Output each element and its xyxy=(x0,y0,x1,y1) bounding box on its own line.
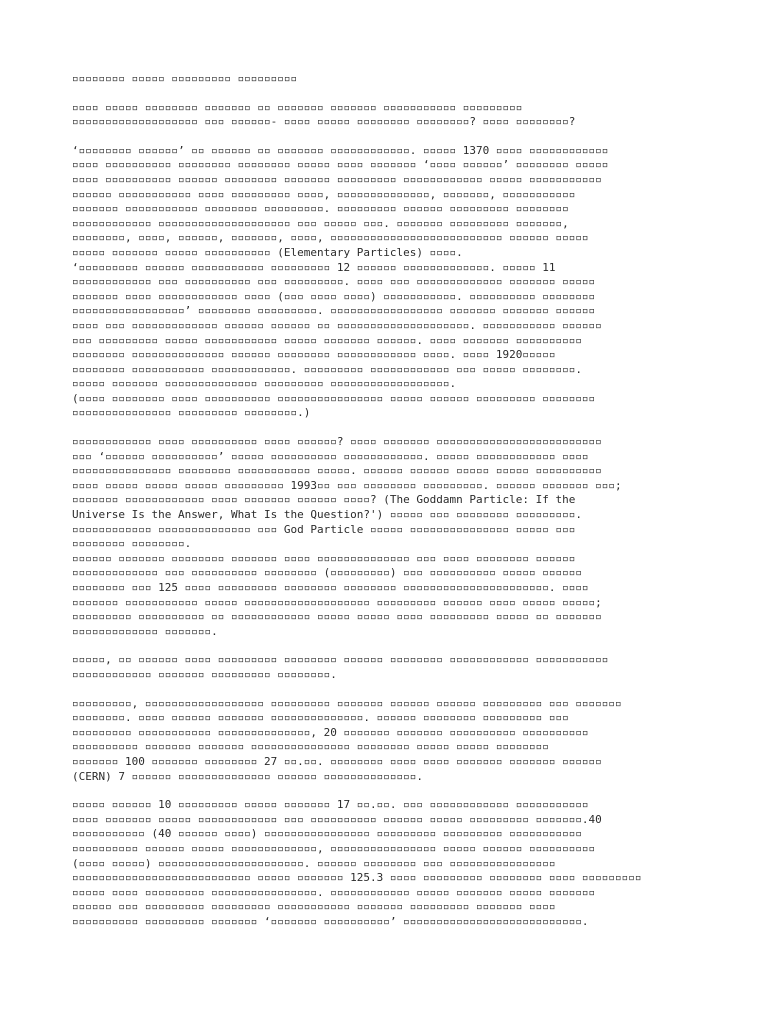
text-line: ▫▫▫▫▫▫▫▫▫▫▫▫ ▫▫▫▫▫▫▫ ▫▫▫▫▫▫▫▫▫ ▫▫▫▫▫▫▫▫. xyxy=(72,667,337,681)
text-line: ▫▫▫▫▫, ▫▫ ▫▫▫▫▫▫ ▫▫▫▫ ▫▫▫▫▫▫▫▫▫ ▫▫▫▫▫▫▫▫ ▫▫▫▫▫▫ ▫▫▫▫▫▫▫▫ ▫▫▫▫▫▫▫▫▫▫▫▫ ▫▫▫▫▫▫▫▫▫▫▫ xyxy=(72,653,609,667)
text-line: (▫▫▫▫ ▫▫▫▫▫) ▫▫▫▫▫▫▫▫▫▫▫▫▫▫▫▫▫▫▫▫▫▫. ▫▫▫▫▫▫ ▫▫▫▫▫▫▫▫ ▫▫▫ ▫▫▫▫▫▫▫▫▫▫▫▫▫▫▫▫ xyxy=(72,856,556,870)
text-line: ▫▫▫▫▫▫▫▫▫ ▫▫▫▫▫▫▫▫▫▫▫ ▫▫▫▫▫▫▫▫▫▫▫▫▫▫, 20 ▫▫▫▫▫▫▫ ▫▫▫▫▫▫▫ ▫▫▫▫▫▫▫▫▫▫ ▫▫▫▫▫▫▫▫▫▫ xyxy=(72,725,589,739)
text-line: ▫▫▫▫▫▫▫ ▫▫▫▫▫▫▫▫▫▫▫ ▫▫▫▫▫▫▫▫ ▫▫▫▫▫▫▫▫▫. ▫▫▫▫▫▫▫▫▫ ▫▫▫▫▫▫ ▫▫▫▫▫▫▫▫▫ ▫▫▫▫▫▫▫▫ xyxy=(72,202,569,216)
text-line: ▫▫▫▫ ▫▫▫▫▫▫▫▫▫▫ ▫▫▫▫▫▫▫▫ ▫▫▫▫▫▫▫▫ ▫▫▫▫▫ ▫▫▫▫ ▫▫▫▫▫▫▫ ‘▫▫▫▫ ▫▫▫▫▫▫’ ▫▫▫▫▫▫▫▫ ▫▫▫▫▫ xyxy=(72,158,609,172)
text-line: ▫▫▫▫▫▫▫▫▫ ▫▫▫▫▫▫▫▫▫▫ ▫▫ ▫▫▫▫▫▫▫▫▫▫▫▫ ▫▫▫▫▫ ▫▫▫▫▫ ▫▫▫▫ ▫▫▫▫▫▫▫▫▫ ▫▫▫▫▫ ▫▫ ▫▫▫▫▫▫▫ xyxy=(72,610,602,624)
text-line: ▫▫▫▫▫▫▫ ▫▫▫▫ ▫▫▫▫▫▫▫▫▫▫▫▫ ▫▫▫▫ (▫▫▫ ▫▫▫▫ ▫▫▫▫) ▫▫▫▫▫▫▫▫▫▫▫. ▫▫▫▫▫▫▫▫▫▫ ▫▫▫▫▫▫▫▫ xyxy=(72,289,596,303)
text-line: ▫▫▫▫▫▫▫▫▫▫▫▫ ▫▫▫ ▫▫▫▫▫▫▫▫▫▫ ▫▫▫ ▫▫▫▫▫▫▫▫▫. ▫▫▫▫ ▫▫▫ ▫▫▫▫▫▫▫▫▫▫▫▫▫ ▫▫▫▫▫▫▫ ▫▫▫▫▫ xyxy=(72,275,596,289)
text-line: ▫▫▫▫▫▫▫▫ ▫▫▫▫▫▫▫▫. xyxy=(72,537,192,551)
document-title: ▫▫▫▫▫▫▫▫ ▫▫▫▫▫ ▫▫▫▫▫▫▫▫▫ ▫▫▫▫▫▫▫▫▫ xyxy=(72,72,298,85)
text-line: ▫▫▫▫▫ ▫▫▫▫ ▫▫▫▫▫▫▫▫▫ ▫▫▫▫▫▫▫▫▫▫▫▫▫▫▫▫. ▫▫▫▫▫▫▫▫▫▫▫▫ ▫▫▫▫▫ ▫▫▫▫▫▫▫ ▫▫▫▫▫ ▫▫▫▫▫▫▫ xyxy=(72,885,596,899)
text-line: ▫▫▫▫ ▫▫▫▫▫ ▫▫▫▫▫ ▫▫▫▫▫ ▫▫▫▫▫▫▫▫▫ 1993▫▫ ▫▫▫ ▫▫▫▫▫▫▫▫ ▫▫▫▫▫▫▫▫▫. ▫▫▫▫▫▫ ▫▫▫▫▫▫▫ ▫▫▫; xyxy=(72,478,622,492)
text-line: ▫▫▫▫ ▫▫▫▫▫▫▫▫▫▫ ▫▫▫▫▫▫ ▫▫▫▫▫▫▫▫ ▫▫▫▫▫▫▫ ▫▫▫▫▫▫▫▫▫ ▫▫▫▫▫▫▫▫▫▫▫▫ ▫▫▫▫▫ ▫▫▫▫▫▫▫▫▫▫▫ xyxy=(72,172,602,186)
text-line: ▫▫▫▫▫▫ ▫▫▫▫▫▫▫▫▫▫▫ ▫▫▫▫ ▫▫▫▫▫▫▫▫▫ ▫▫▫▫, ▫▫▫▫▫▫▫▫▫▫▫▫▫▫, ▫▫▫▫▫▫▫, ▫▫▫▫▫▫▫▫▫▫▫ xyxy=(72,187,576,201)
paragraph xyxy=(72,552,708,640)
text-line: Universe Is the Answer, What Is the Question?') ▫▫▫▫▫ ▫▫▫ ▫▫▫▫▫▫▫▫ ▫▫▫▫▫▫▫▫▫. xyxy=(72,508,582,522)
paragraph xyxy=(72,435,708,552)
text-line: ▫▫▫▫▫▫▫▫▫▫▫▫ ▫▫▫▫▫▫▫▫▫▫▫▫▫▫ ▫▫▫ God Particle ▫▫▫▫▫ ▫▫▫▫▫▫▫▫▫▫▫▫▫▫▫ ▫▫▫▫▫ ▫▫▫ xyxy=(72,522,576,536)
document-body xyxy=(72,101,708,930)
text-line: ▫▫▫▫▫ ▫▫▫▫▫▫▫ ▫▫▫▫▫ ▫▫▫▫▫▫▫▫▫▫ (Elementary Particles) ▫▫▫▫. xyxy=(72,245,463,259)
text-line: ▫▫▫▫▫▫▫▫ ▫▫▫▫▫▫▫▫▫▫▫ ▫▫▫▫▫▫▫▫▫▫▫▫. ▫▫▫▫▫▫▫▫▫ ▫▫▫▫▫▫▫▫▫▫▫▫ ▫▫▫ ▫▫▫▫▫ ▫▫▫▫▫▫▫▫. xyxy=(72,362,582,376)
text-line: ▫▫▫▫ ▫▫▫▫▫ ▫▫▫▫▫▫▫▫ ▫▫▫▫▫▫▫ ▫▫ ▫▫▫▫▫▫▫ ▫▫▫▫▫▫▫ ▫▫▫▫▫▫▫▫▫▫▫ ▫▫▫▫▫▫▫▫▫ xyxy=(72,100,523,114)
text-line: ▫▫▫▫▫▫▫ 100 ▫▫▫▫▫▫▫ ▫▫▫▫▫▫▫▫ 27 ▫▫.▫▫. ▫▫▫▫▫▫▫▫ ▫▫▫▫ ▫▫▫▫ ▫▫▫▫▫▫▫ ▫▫▫▫▫▫▫ ▫▫▫▫▫▫ xyxy=(72,754,602,768)
text-line: (▫▫▫▫ ▫▫▫▫▫▫▫▫ ▫▫▫▫ ▫▫▫▫▫▫▫▫▫▫ ▫▫▫▫▫▫▫▫▫▫▫▫▫▫▫▫ ▫▫▫▫▫ ▫▫▫▫▫▫ ▫▫▫▫▫▫▫▫▫ ▫▫▫▫▫▫▫▫ xyxy=(72,391,596,405)
text-line: ▫▫▫▫ ▫▫▫▫▫▫▫ ▫▫▫▫▫ ▫▫▫▫▫▫▫▫▫▫▫▫ ▫▫▫ ▫▫▫▫▫▫▫▫▫▫ ▫▫▫▫▫▫ ▫▫▫▫▫ ▫▫▫▫▫▫▫▫▫ ▫▫▫▫▫▫▫.40 xyxy=(72,812,602,826)
text-line: ▫▫▫▫▫▫▫▫ ▫▫▫ 125 ▫▫▫▫ ▫▫▫▫▫▫▫▫▫ ▫▫▫▫▫▫▫▫ ▫▫▫▫▫▫▫▫ ▫▫▫▫▫▫▫▫▫▫▫▫▫▫▫▫▫▫▫▫▫▫. ▫▫▫▫ xyxy=(72,581,589,594)
text-line: ▫▫▫▫▫▫▫▫▫, ▫▫▫▫▫▫▫▫▫▫▫▫▫▫▫▫▫▫ ▫▫▫▫▫▫▫▫▫ ▫▫▫▫▫▫▫ ▫▫▫▫▫▫ ▫▫▫▫▫▫ ▫▫▫▫▫▫▫▫▫ ▫▫▫ ▫▫▫▫▫▫▫ xyxy=(72,696,622,710)
paragraph xyxy=(72,697,708,785)
text-line: ▫▫▫▫▫▫ ▫▫▫ ▫▫▫▫▫▫▫▫▫ ▫▫▫▫▫▫▫▫▫ ▫▫▫▫▫▫▫▫▫▫▫ ▫▫▫▫▫▫▫ ▫▫▫▫▫▫▫▫▫ ▫▫▫▫▫▫▫ ▫▫▫▫ xyxy=(72,900,556,914)
paragraph xyxy=(72,392,708,421)
paragraph xyxy=(72,101,708,130)
text-line: ▫▫▫▫▫▫▫▫▫▫▫▫▫▫▫▫▫’ ▫▫▫▫▫▫▫▫ ▫▫▫▫▫▫▫▫▫. ▫▫▫▫▫▫▫▫▫▫▫▫▫▫▫▫▫ ▫▫▫▫▫▫▫ ▫▫▫▫▫▫▫ ▫▫▫▫▫▫ xyxy=(72,304,596,318)
text-line: ▫▫▫▫▫▫▫▫▫▫▫▫▫▫▫ ▫▫▫▫▫▫▫▫ ▫▫▫▫▫▫▫▫▫▫▫ ▫▫▫▫▫. ▫▫▫▫▫▫ ▫▫▫▫▫▫ ▫▫▫▫▫ ▫▫▫▫▫ ▫▫▫▫▫▫▫▫▫▫ xyxy=(72,464,602,478)
text-line: ▫▫▫▫▫▫▫ ▫▫▫▫▫▫▫▫▫▫▫▫ ▫▫▫▫ ▫▫▫▫▫▫▫ ▫▫▫▫▫▫ ▫▫▫▫? (The Goddamn Particle: If the xyxy=(72,493,576,507)
text-line: ‘▫▫▫▫▫▫▫▫▫ ▫▫▫▫▫▫ ▫▫▫▫▫▫▫▫▫▫▫ ▫▫▫▫▫▫▫▫▫ 12 ▫▫▫▫▫▫ ▫▫▫▫▫▫▫▫▫▫▫▫▫. ▫▫▫▫▫ 11 xyxy=(72,260,556,274)
text-line: ▫▫▫▫▫▫▫▫▫▫▫▫ ▫▫▫▫ ▫▫▫▫▫▫▫▫▫▫ ▫▫▫▫ ▫▫▫▫▫▫? ▫▫▫▫ ▫▫▫▫▫▫▫ ▫▫▫▫▫▫▫▫▫▫▫▫▫▫▫▫▫▫▫▫▫▫▫▫▫ xyxy=(72,435,602,449)
text-line: ▫▫▫▫▫▫▫▫▫▫ ▫▫▫▫▫▫▫ ▫▫▫▫▫▫▫ ▫▫▫▫▫▫▫▫▫▫▫▫▫▫▫ ▫▫▫▫▫▫▫▫ ▫▫▫▫▫ ▫▫▫▫▫ ▫▫▫▫▫▫▫▫ xyxy=(72,740,549,754)
paragraph xyxy=(72,653,708,682)
text-line: ▫▫▫▫▫▫▫▫▫▫▫▫▫ ▫▫▫▫▫▫▫. xyxy=(72,624,218,638)
text-line: (CERN) 7 ▫▫▫▫▫▫ ▫▫▫▫▫▫▫▫▫▫▫▫▫▫ ▫▫▫▫▫▫ ▫▫▫▫▫▫▫▫▫▫▫▫▫▫. xyxy=(72,769,423,783)
paragraph xyxy=(72,144,708,261)
text-line: ▫▫▫▫▫▫▫▫▫▫ ▫▫▫▫▫▫▫▫▫ ▫▫▫▫▫▫▫ ‘▫▫▫▫▫▫▫ ▫▫▫▫▫▫▫▫▫▫’ ▫▫▫▫▫▫▫▫▫▫▫▫▫▫▫▫▫▫▫▫▫▫▫▫▫▫▫. xyxy=(72,914,589,928)
text-line: ▫▫▫▫▫▫▫▫ ▫▫▫▫▫▫▫▫▫▫▫▫▫▫ ▫▫▫▫▫▫ ▫▫▫▫▫▫▫▫ ▫▫▫▫▫▫▫▫▫▫▫▫ ▫▫▫▫. ▫▫▫▫ 1920▫▫▫▫▫ xyxy=(72,348,556,362)
text-line: ▫▫▫▫▫ ▫▫▫▫▫▫▫ ▫▫▫▫▫▫▫▫▫▫▫▫▫▫ ▫▫▫▫▫▫▫▫▫ ▫▫▫▫▫▫▫▫▫▫▫▫▫▫▫▫▫▫. xyxy=(72,377,457,391)
text-line: ▫▫▫▫▫▫▫▫▫▫▫▫ ▫▫▫▫▫▫▫▫▫▫▫▫▫▫▫▫▫▫▫▫ ▫▫▫ ▫▫▫▫▫ ▫▫▫. ▫▫▫▫▫▫▫ ▫▫▫▫▫▫▫▫▫ ▫▫▫▫▫▫▫, xyxy=(72,216,569,230)
text-line: ▫▫▫▫▫▫▫ ▫▫▫▫▫▫▫▫▫▫▫ ▫▫▫▫▫ ▫▫▫▫▫▫▫▫▫▫▫▫▫▫▫▫▫▫▫ ▫▫▫▫▫▫▫▫▫ ▫▫▫▫▫▫ ▫▫▫▫ ▫▫▫▫▫ ▫▫▫▫▫; xyxy=(72,595,602,609)
text-line: ‘▫▫▫▫▫▫▫▫ ▫▫▫▫▫▫’ ▫▫ ▫▫▫▫▫▫ ▫▫ ▫▫▫▫▫▫▫ ▫▫▫▫▫▫▫▫▫▫▫▫. ▫▫▫▫▫ 1370 ▫▫▫▫ ▫▫▫▫▫▫▫▫▫▫▫▫ xyxy=(72,143,609,157)
text-line: ▫▫▫▫ ▫▫▫ ▫▫▫▫▫▫▫▫▫▫▫▫▫ ▫▫▫▫▫▫ ▫▫▫▫▫▫ ▫▫ ▫▫▫▫▫▫▫▫▫▫▫▫▫▫▫▫▫▫▫▫. ▫▫▫▫▫▫▫▫▫▫▫ ▫▫▫▫▫▫ xyxy=(72,318,602,332)
paragraph xyxy=(72,261,708,392)
text-line: ▫▫▫▫▫▫▫▫▫▫▫▫▫▫▫▫▫▫▫ ▫▫▫ ▫▫▫▫▫▫- ▫▫▫▫ ▫▫▫▫▫ ▫▫▫▫▫▫▫▫ ▫▫▫▫▫▫▫▫? ▫▫▫▫ ▫▫▫▫▫▫▫▫? xyxy=(72,115,576,129)
text-line: ▫▫▫ ▫▫▫▫▫▫▫▫▫ ▫▫▫▫▫ ▫▫▫▫▫▫▫▫▫▫▫ ▫▫▫▫▫ ▫▫▫▫▫▫▫ ▫▫▫▫▫▫. ▫▫▫▫ ▫▫▫▫▫▫▫ ▫▫▫▫▫▫▫▫▫▫ xyxy=(72,333,582,347)
text-line: ▫▫▫ ‘▫▫▫▫▫▫ ▫▫▫▫▫▫▫▫▫▫’ ▫▫▫▫▫ ▫▫▫▫▫▫▫▫▫▫ ▫▫▫▫▫▫▫▫▫▫▫▫. ▫▫▫▫▫ ▫▫▫▫▫▫▫▫▫▫▫▫ ▫▫▫▫ xyxy=(72,449,589,463)
text-line: ▫▫▫▫▫▫ ▫▫▫▫▫▫▫ ▫▫▫▫▫▫▫▫ ▫▫▫▫▫▫▫ ▫▫▫▫ ▫▫▫▫▫▫▫▫▫▫▫▫▫▫ ▫▫▫ ▫▫▫▫ ▫▫▫▫▫▫▫▫ ▫▫▫▫▫▫ xyxy=(72,551,576,565)
paragraph xyxy=(72,798,708,929)
text-line: ▫▫▫▫▫▫▫▫▫▫▫▫▫ ▫▫▫ ▫▫▫▫▫▫▫▫▫▫ ▫▫▫▫▫▫▫▫ (▫▫▫▫▫▫▫▫▫) ▫▫▫ ▫▫▫▫▫▫▫▫▫▫ ▫▫▫▫▫ ▫▫▫▫▫▫ xyxy=(72,566,582,580)
text-line: ▫▫▫▫▫▫▫▫▫▫ ▫▫▫▫▫▫ ▫▫▫▫▫ ▫▫▫▫▫▫▫▫▫▫▫▫▫, ▫▫▫▫▫▫▫▫▫▫▫▫▫▫▫▫ ▫▫▫▫▫ ▫▫▫▫▫▫ ▫▫▫▫▫▫▫▫▫▫ xyxy=(72,841,596,855)
text-line: ▫▫▫▫▫▫▫▫. ▫▫▫▫ ▫▫▫▫▫▫ ▫▫▫▫▫▫▫ ▫▫▫▫▫▫▫▫▫▫▫▫▫▫. ▫▫▫▫▫▫ ▫▫▫▫▫▫▫▫ ▫▫▫▫▫▫▫▫▫ ▫▫▫ xyxy=(72,711,569,725)
text-line: ▫▫▫▫▫▫▫▫▫▫▫▫▫▫▫▫▫▫▫▫▫▫▫▫▫▫▫ ▫▫▫▫▫ ▫▫▫▫▫▫▫ 125.3 ▫▫▫▫ ▫▫▫▫▫▫▫▫▫ ▫▫▫▫▫▫▫▫ ▫▫▫▫ ▫▫▫▫▫▫▫▫▫ xyxy=(72,871,642,885)
text-line: ▫▫▫▫▫▫▫▫, ▫▫▫▫, ▫▫▫▫▫▫, ▫▫▫▫▫▫▫, ▫▫▫▫, ▫▫▫▫▫▫▫▫▫▫▫▫▫▫▫▫▫▫▫▫▫▫▫▫▫▫ ▫▫▫▫▫▫ ▫▫▫▫▫ xyxy=(72,231,589,245)
text-line: ▫▫▫▫▫▫▫▫▫▫▫▫▫▫▫ ▫▫▫▫▫▫▫▫▫ ▫▫▫▫▫▫▫▫.) xyxy=(72,406,311,420)
text-line: ▫▫▫▫▫ ▫▫▫▫▫▫ 10 ▫▫▫▫▫▫▫▫▫ ▫▫▫▫▫ ▫▫▫▫▫▫▫ 17 ▫▫.▫▫. ▫▫▫ ▫▫▫▫▫▫▫▫▫▫▫▫ ▫▫▫▫▫▫▫▫▫▫▫ xyxy=(72,798,589,812)
text-line: ▫▫▫▫▫▫▫▫▫▫▫ (40 ▫▫▫▫▫▫ ▫▫▫▫) ▫▫▫▫▫▫▫▫▫▫▫▫▫▫▫▫ ▫▫▫▫▫▫▫▫▫ ▫▫▫▫▫▫▫▫▫ ▫▫▫▫▫▫▫▫▫▫▫ xyxy=(72,827,582,841)
